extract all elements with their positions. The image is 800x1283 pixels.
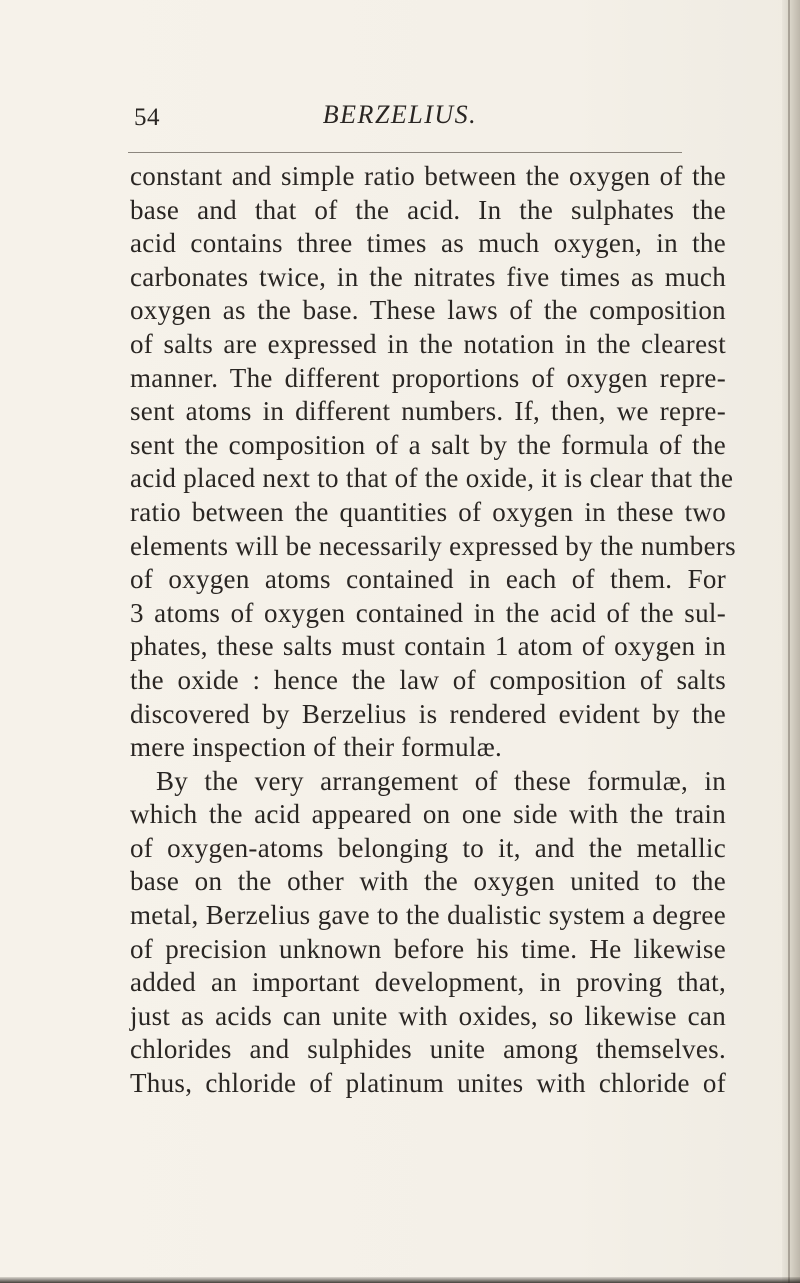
text-line: of salts are expressed in the notation in the clearest [130, 328, 726, 359]
text-line: metal, Berzelius gave to the dualistic system a degree [130, 900, 726, 931]
text-line: of precision unknown before his time. He likewise [130, 933, 726, 964]
text-line: chlorides and sulphides unite among themselves. [130, 1034, 726, 1065]
text-line: the oxide : hence the law of composition of salts [130, 664, 726, 695]
text-line: elements will be necessarily expressed by the numbers [130, 530, 736, 561]
text-line: mere inspection of their formulæ. [130, 732, 503, 763]
text-line: sent atoms in different numbers. If, then, we repre- [130, 396, 726, 427]
text-line: added an important development, in proving that, [130, 967, 726, 998]
text-line: base and that of the acid. In the sulphates the [130, 194, 726, 225]
page-number: 54 [134, 104, 160, 131]
text-line: carbonates twice, in the nitrates five times as much [130, 261, 726, 292]
text-line: By the very arrangement of these formulæ, in [156, 765, 726, 796]
text-line: Thus, chloride of platinum unites with chloride of [130, 1068, 726, 1099]
text-line: oxygen as the base. These laws of the composition [130, 295, 726, 326]
text-line: acid contains three times as much oxygen, in the [130, 228, 726, 259]
header-rule [128, 152, 682, 153]
text-line: discovered by Berzelius is rendered evident by the [130, 698, 726, 729]
text-line: of oxygen-atoms belonging to it, and the metallic [130, 832, 726, 863]
text-line: constant and simple ratio between the oxygen of the [130, 161, 726, 191]
text-line: 3 atoms of oxygen contained in the acid of the sul- [130, 597, 726, 628]
text-line: ratio between the quantities of oxygen in these two [130, 496, 726, 527]
text-line: just as acids can unite with oxides, so likewise can [130, 1000, 726, 1031]
page-gutter [782, 0, 800, 1283]
text-line: base on the other with the oxygen united to the [130, 866, 726, 897]
running-head: BERZELIUS. [322, 100, 478, 129]
text-line: of oxygen atoms contained in each of them. For [130, 564, 726, 595]
page-bottom-edge [0, 1277, 800, 1283]
gutter-shadow-line [788, 0, 790, 1283]
text-line: manner. The different proportions of oxygen repre- [130, 362, 726, 393]
text-line: sent the composition of a salt by the formula of the [130, 429, 726, 460]
text-line: acid placed next to that of the oxide, it is clear that the [130, 463, 734, 494]
body-text [130, 160, 736, 1101]
text-line: which the acid appeared on one side with the train [130, 799, 726, 830]
text-line: phates, these salts must contain 1 atom of oxygen in [130, 631, 726, 662]
